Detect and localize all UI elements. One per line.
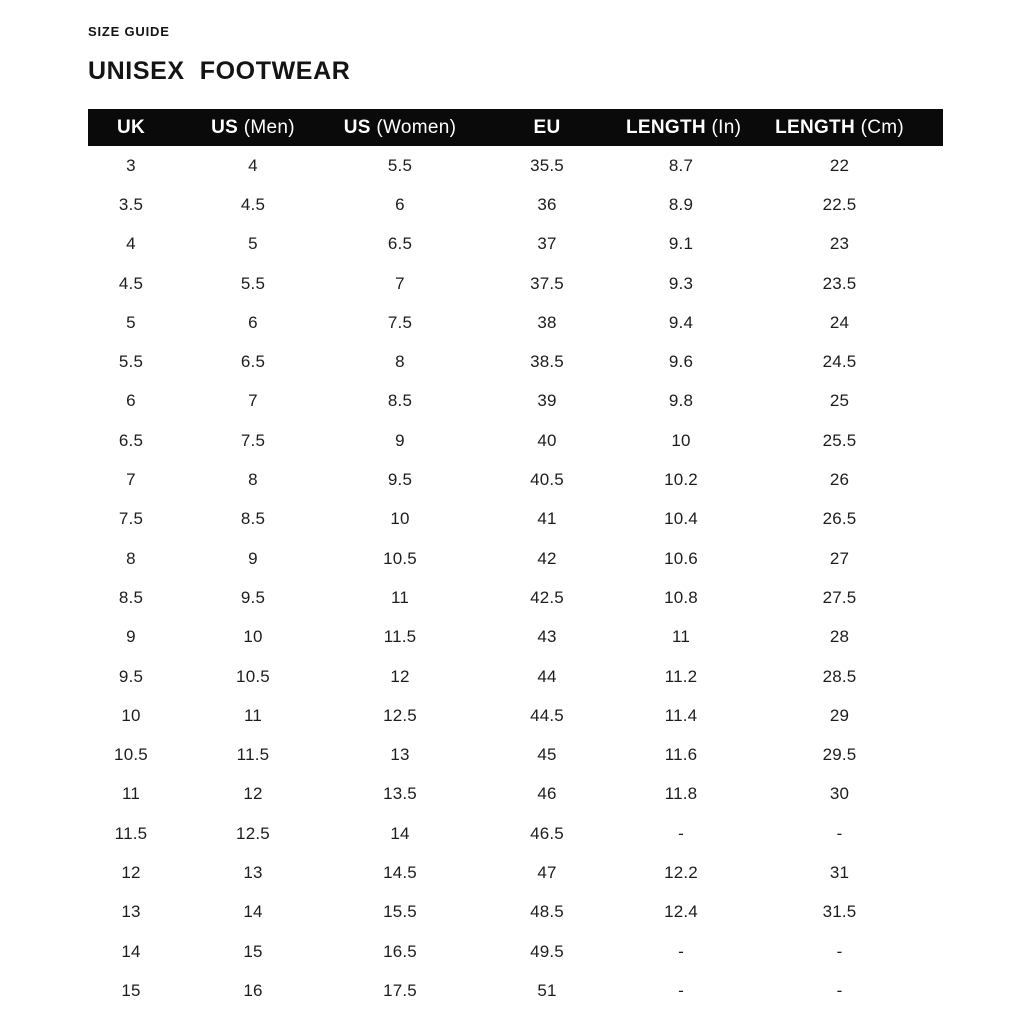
table-cell: 9 [395,430,405,450]
table-cell: 15.5 [383,902,417,922]
table-cell: 26.5 [822,509,857,529]
table-row [88,264,943,303]
table-cell: 43 [537,627,557,647]
table-cell: 29 [829,705,850,725]
column-header-main-text: US [211,116,239,138]
table-cell: 10 [390,509,410,529]
table-row [88,814,943,853]
table-cell: 12.4 [664,902,698,922]
table-cell: 5 [126,312,136,332]
column-header-main-text: EU [533,116,561,138]
table-cell: 6 [126,391,136,411]
table-row [88,971,943,1010]
table-cell: 31 [829,862,850,882]
table-cell: 9 [126,627,136,647]
table-cell: 11.5 [236,745,270,765]
table-cell: 14 [243,902,263,922]
table-row [88,853,943,892]
table-cell: 51 [537,980,557,1000]
table-cell: 30 [829,784,850,804]
table-row [88,657,943,696]
table-cell: 45 [537,745,557,765]
table-row [88,225,943,264]
table-cell: 7 [395,273,405,293]
table-cell: 11 [121,784,141,804]
table-cell: 38 [537,312,557,332]
table-cell: 8.9 [668,194,694,214]
table-cell: - [678,980,684,1000]
table-cell: 35.5 [530,155,564,175]
table-cell: 9.5 [240,587,266,607]
page-title: UNISEX FOOTWEAR [88,57,351,85]
column-header-eu [468,109,626,146]
table-cell: 10 [671,430,691,450]
table-cell: 28 [829,627,850,647]
table-cell: 10.4 [664,509,698,529]
table-cell: 9.8 [668,391,694,411]
table-cell: 4.5 [118,273,144,293]
table-cell: 27 [829,548,850,568]
table-cell: 9 [248,548,258,568]
table-cell: 42 [537,548,557,568]
table-cell: 10 [121,705,141,725]
table-cell: 11.5 [383,627,417,647]
table-cell: 10.5 [236,666,270,686]
table-cell: 6 [248,312,258,332]
table-cell: 36 [537,194,557,214]
table-row [88,146,943,185]
table-cell: 6.5 [118,430,144,450]
column-header-sub-text: (Men) [238,116,295,138]
table-cell: 10.6 [664,548,698,568]
table-row [88,539,943,578]
table-cell: 15 [243,941,263,961]
table-row [88,932,943,971]
table-cell: 24.5 [822,352,857,372]
column-header-main-text: US [343,116,371,138]
table-cell: - [678,941,684,961]
table-cell: 47 [537,862,557,882]
table-row [88,303,943,342]
table-row [88,421,943,460]
table-cell: 11.8 [664,784,698,804]
table-cell: 12.2 [664,862,698,882]
table-cell: 4.5 [240,194,266,214]
table-cell: 16.5 [383,941,417,961]
size-table-header [88,109,943,146]
table-cell: 7.5 [240,430,266,450]
table-cell: 10 [243,627,263,647]
table-cell: 44.5 [530,705,564,725]
table-cell: 11.4 [664,705,698,725]
column-header-sub-text: (In) [705,116,742,138]
table-cell: 7.5 [118,509,144,529]
table-cell: 8 [126,548,136,568]
table-cell: 12 [390,666,410,686]
table-cell: 14 [390,823,410,843]
column-header-uk [88,109,174,146]
table-row [88,342,943,381]
table-cell: 12.5 [383,705,417,725]
table-cell: 8 [395,352,405,372]
table-cell: 4 [248,155,258,175]
table-cell: 5.5 [387,155,413,175]
table-cell: - [836,941,843,961]
table-cell: 28.5 [822,666,857,686]
table-cell: 40.5 [530,470,564,490]
table-cell: 9.1 [668,234,694,254]
table-cell: 46.5 [530,823,564,843]
table-cell: 48.5 [530,902,564,922]
table-cell: - [836,823,843,843]
table-cell: 23 [829,234,850,254]
table-cell: 11 [390,587,410,607]
table-row [88,696,943,735]
size-table [88,109,943,1011]
table-row [88,185,943,224]
table-cell: 24 [829,312,850,332]
table-row [88,735,943,774]
table-cell: 8.7 [668,155,694,175]
column-header-us-women [332,109,468,146]
table-row [88,578,943,617]
table-row [88,618,943,657]
table-cell: 25 [829,391,850,411]
table-cell: 40 [537,430,557,450]
table-cell: 11.6 [664,745,698,765]
table-cell: 5.5 [118,352,144,372]
table-cell: 13.5 [383,784,417,804]
table-cell: 7 [248,391,258,411]
table-cell: 29.5 [822,745,857,765]
table-cell: 31.5 [822,902,857,922]
table-cell: 14 [121,941,141,961]
table-cell: - [836,980,843,1000]
column-header-us-men [174,109,332,146]
table-cell: 10.5 [114,745,148,765]
column-header-length-in [626,109,742,146]
table-cell: 13 [390,745,410,765]
table-cell: 9.4 [668,312,694,332]
table-cell: 12.5 [236,823,270,843]
table-cell: 41 [537,509,557,529]
table-cell: 17.5 [383,980,417,1000]
table-cell: - [678,823,684,843]
table-cell: 13 [121,902,141,922]
table-cell: 15 [121,980,141,1000]
table-cell: 16 [243,980,263,1000]
table-row [88,500,943,539]
table-cell: 12 [243,784,263,804]
table-cell: 26 [829,470,850,490]
table-cell: 9.5 [387,470,413,490]
table-cell: 27.5 [822,587,857,607]
table-cell: 11.2 [664,666,698,686]
table-cell: 8.5 [240,509,266,529]
column-header-sub-text: (Cm) [854,116,904,138]
table-cell: 8.5 [387,391,413,411]
table-row [88,775,943,814]
table-cell: 10.2 [664,470,698,490]
table-cell: 49.5 [530,941,564,961]
table-cell: 7 [126,470,136,490]
table-cell: 46 [537,784,557,804]
size-guide-label: SIZE GUIDE [88,24,170,39]
table-row [88,460,943,499]
table-cell: 3 [126,155,136,175]
table-cell: 13 [243,862,263,882]
column-header-length-cm [736,109,943,146]
table-cell: 42.5 [530,587,564,607]
table-cell: 6.5 [240,352,266,372]
column-header-main-text: UK [116,116,146,138]
table-row [88,382,943,421]
table-cell: 37 [537,234,557,254]
table-cell: 8.5 [118,587,144,607]
table-cell: 39 [537,391,557,411]
table-cell: 7.5 [387,312,413,332]
column-header-main-text: LENGTH [626,116,706,138]
table-cell: 25.5 [822,430,857,450]
column-header-main-text: LENGTH [775,116,855,138]
table-cell: 9.3 [668,273,694,293]
table-cell: 9.5 [118,666,144,686]
size-table-body [88,146,943,1011]
table-cell: 11 [672,627,691,647]
table-cell: 23.5 [822,273,857,293]
table-cell: 22.5 [822,194,857,214]
size-table-header-row [88,109,943,146]
table-cell: 10.5 [383,548,417,568]
column-header-sub-text: (Women) [370,116,457,138]
table-cell: 37.5 [530,273,564,293]
table-cell: 38.5 [530,352,564,372]
table-cell: 11 [243,705,263,725]
table-cell: 14.5 [383,862,417,882]
table-row [88,893,943,932]
table-cell: 5.5 [240,273,266,293]
table-cell: 12 [121,862,141,882]
table-cell: 22 [829,155,850,175]
table-cell: 44 [537,666,557,686]
table-cell: 8 [248,470,258,490]
table-cell: 11.5 [114,823,148,843]
table-cell: 6 [395,194,405,214]
table-cell: 5 [248,234,258,254]
table-cell: 6.5 [387,234,413,254]
table-cell: 10.8 [664,587,698,607]
table-cell: 9.6 [668,352,694,372]
table-cell: 3.5 [118,194,144,214]
table-cell: 4 [126,234,136,254]
